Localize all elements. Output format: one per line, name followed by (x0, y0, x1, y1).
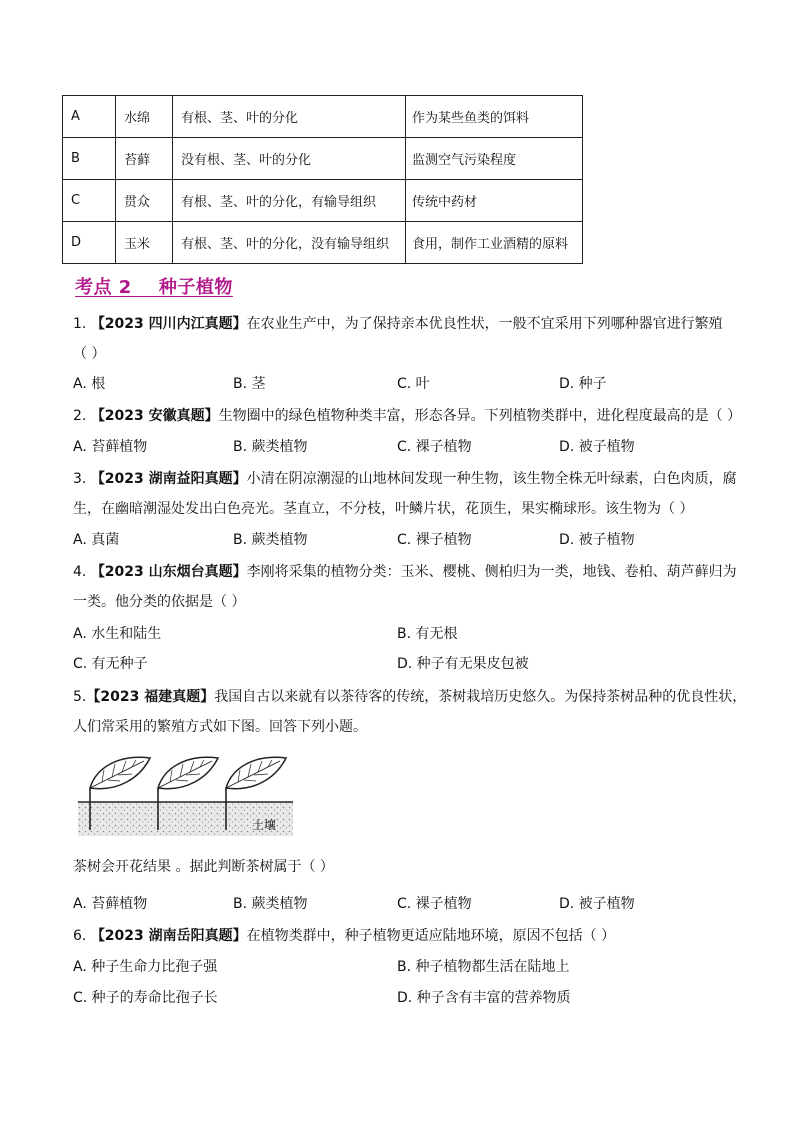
table-cell-use: 食用，制作工业酒精的原料 (406, 222, 583, 264)
table-cell-plant: 水绵 (116, 96, 173, 138)
option-a[interactable]: A. 水生和陆生 (73, 626, 162, 642)
option-d[interactable]: D. 被子植物 (559, 439, 635, 455)
option-b[interactable]: B. 茎 (233, 376, 266, 392)
table-cell-plant: 贯众 (116, 180, 173, 222)
table-cell-plant: 玉米 (116, 222, 173, 264)
table-cell-letter: C (63, 180, 116, 222)
option-c[interactable]: C. 裸子植物 (397, 896, 472, 912)
question-1-line-1: 1. 【2023 四川内江真题】在农业生产中，为了保持亲本优良性状，一般不宜采用下列哪种器官进行繁殖 (73, 316, 723, 332)
option-c[interactable]: C. 裸子植物 (397, 439, 472, 455)
table-row (63, 222, 583, 264)
table-cell-structure: 没有根、茎、叶的分化 (173, 138, 406, 180)
option-b[interactable]: B. 种子植物都生活在陆地上 (397, 959, 570, 975)
table-cell-structure: 有根、茎、叶的分化 (173, 96, 406, 138)
table-cell-letter: D (63, 222, 116, 264)
option-b[interactable]: B. 蕨类植物 (233, 532, 308, 548)
table-cell-letter: A (63, 96, 116, 138)
option-a[interactable]: A. 苔藓植物 (73, 439, 148, 455)
table-cell-use: 监测空气污染程度 (406, 138, 583, 180)
option-d[interactable]: D. 被子植物 (559, 532, 635, 548)
plant-classification-table (62, 95, 583, 264)
question-5-line-2: 人们常采用的繁殖方式如下图。回答下列小题。 (73, 719, 367, 735)
option-d[interactable]: D. 种子 (559, 376, 607, 392)
table-cell-structure: 有根、茎、叶的分化，没有输导组织 (173, 222, 406, 264)
table-row (63, 138, 583, 180)
option-c[interactable]: C. 叶 (397, 376, 430, 392)
tea-cutting-figure (78, 752, 293, 838)
question-5-sub: 茶树会开花结果 。据此判断茶树属于（ ） (73, 859, 334, 875)
option-c[interactable]: C. 有无种子 (73, 656, 148, 672)
table-cell-use: 作为某些鱼类的饵料 (406, 96, 583, 138)
table-row (63, 180, 583, 222)
question-4-line-1: 4. 【2023 山东烟台真题】李刚将采集的植物分类：玉米、樱桃、侧柏归为一类，地钱、卷柏、葫芦藓归为 (73, 564, 737, 580)
option-a[interactable]: A. 苔藓植物 (73, 896, 148, 912)
question-5-line-1: 5.【2023 福建真题】我国自古以来就有以茶待客的传统，茶树栽培历史悠久。为保持茶树品种的优良性状， (73, 689, 747, 705)
option-d[interactable]: D. 种子含有丰富的营养物质 (397, 990, 571, 1006)
table-row (63, 96, 583, 138)
option-b[interactable]: B. 有无根 (397, 626, 458, 642)
table-cell-structure: 有根、茎、叶的分化，有输导组织 (173, 180, 406, 222)
option-a[interactable]: A. 真菌 (73, 532, 120, 548)
soil-label: 土壤 (252, 818, 277, 832)
section-heading: 考点 2 种子植物 (75, 277, 233, 298)
option-d[interactable]: D. 被子植物 (559, 896, 635, 912)
question-3-line-2: 生，在幽暗潮湿处发出白色亮光。茎直立，不分枝，叶鳞片状，花顶生，果实椭球形。该生物为（ ） (73, 501, 694, 517)
table-cell-letter: B (63, 138, 116, 180)
question-6-line-1: 6. 【2023 湖南岳阳真题】在植物类群中，种子植物更适应陆地环境，原因不包括（ ） (73, 928, 616, 944)
table-cell-plant: 苔藓 (116, 138, 173, 180)
question-4-line-2: 一类。他分类的依据是（ ） (73, 594, 246, 610)
question-2-line-1: 2. 【2023 安徽真题】生物圈中的绿色植物种类丰富，形态各异。下列植物类群中，进化程度最高的是（ ） (73, 408, 742, 424)
table-cell-use: 传统中药材 (406, 180, 583, 222)
question-3-line-1: 3. 【2023 湖南益阳真题】小清在阴凉潮湿的山地林间发现一种生物，该生物全株无叶绿素，白色肉质，腐 (73, 471, 737, 487)
question-1-line-2: （ ） (73, 346, 106, 362)
option-a[interactable]: A. 种子生命力比孢子强 (73, 959, 218, 975)
option-c[interactable]: C. 种子的寿命比孢子长 (73, 990, 218, 1006)
option-a[interactable]: A. 根 (73, 376, 106, 392)
option-c[interactable]: C. 裸子植物 (397, 532, 472, 548)
option-b[interactable]: B. 蕨类植物 (233, 439, 308, 455)
option-b[interactable]: B. 蕨类植物 (233, 896, 308, 912)
option-d[interactable]: D. 种子有无果皮包被 (397, 656, 529, 672)
